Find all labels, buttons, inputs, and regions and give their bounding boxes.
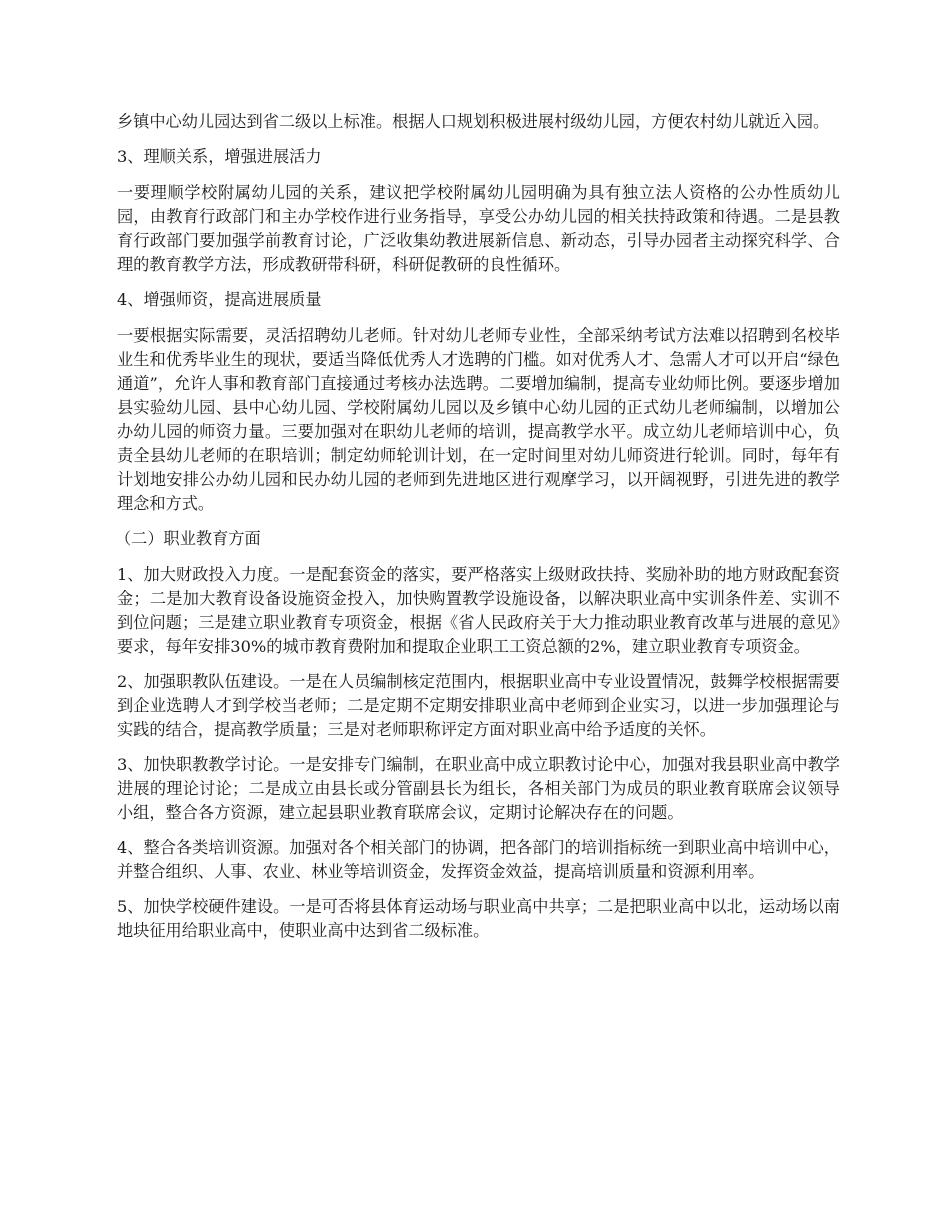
body-paragraph: 2、加强职教队伍建设。一是在人员编制核定范围内，根据职业高中专业设置情况，鼓舞学校根据需要到企业选聘人才到学校当老师；二是定期不定期安排职业高中老师到企业实习，以进一步加强理论与实践的结合，提高教学质量；三是对老师职称评定方面对职业高中给予适度的关怀。 [117, 672, 840, 739]
body-paragraph: 一要理顺学校附属幼儿园的关系，建议把学校附属幼儿园明确为具有独立法人资格的公办性质幼儿园，由教育行政部门和主办学校作进行业务指导，享受公办幼儿园的相关扶持政策和待遇。二是县教育行政部门要加强学前教育讨论，广泛收集幼教进展新信息、新动态，引导办园者主动探究科学、合理的教育教学方法，形成教研带科研，科研促教研的良性循环。 [117, 183, 840, 274]
subheading: 4、增强师资，提高进展质量 [117, 290, 322, 309]
body-paragraph: 1、加大财政投入力度。一是配套资金的落实，要严格落实上级财政扶持、奖励补助的地方财政配套资金；二是加大教育设备设施资金投入，加快购置教学设施设备，以解决职业高中实训条件差、实训不到位问题；三是建立职业教育专项资金，根据《省人民政府关于大力推动职业教育改革与进展的意见》要求，每年安排30%的城市教育费附加和提取企业职工工资总额的2%，建立职业教育专项资金。 [117, 565, 840, 656]
body-paragraph: 乡镇中心幼儿园达到省二级以上标准。根据人口规划积极进展村级幼儿园，方便农村幼儿就近入园。 [117, 112, 830, 131]
body-paragraph: 一要根据实际需要，灵活招聘幼儿老师。针对幼儿老师专业性，全部采纳考试方法难以招聘到名校毕业生和优秀毕业生的现状，要适当降低优秀人才选聘的门槛。如对优秀人才、急需人才可以开启“绿色通道”，允许人事和教育部门直接通过考核办法选聘。二要增加编制，提高专业幼师比例。要逐步增加县实验幼儿园、县中心幼儿园、学校附属幼儿园以及乡镇中心幼儿园的正式幼儿老师编制，以增加公办幼儿园的师资力量。三要加强对在职幼儿老师的培训，提高教学水平。成立幼儿老师培训中心，负责全县幼儿老师的在职培训；制定幼师轮训计划，在一定时间里对幼儿师资进行轮训。同时，每年有计划地安排公办幼儿园和民办幼儿园的老师到先进地区进行观摩学习，以开阔视野，引进先进的教学理念和方式。 [117, 326, 840, 513]
subheading: 3、理顺关系，增强进展活力 [117, 147, 322, 166]
body-paragraph: 5、加快学校硬件建设。一是可否将县体育运动场与职业高中共享；二是把职业高中以北，运动场以南地块征用给职业高中，使职业高中达到省二级标准。 [117, 897, 840, 940]
body-paragraph: 4、整合各类培训资源。加强对各个相关部门的协调，把各部门的培训指标统一到职业高中培训中心，并整合组织、人事、农业、林业等培训资金，发挥资金效益，提高培训质量和资源利用率。 [117, 838, 840, 881]
body-paragraph: 3、加快职教教学讨论。一是安排专门编制，在职业高中成立职教讨论中心，加强对我县职业高中教学进展的理论讨论；二是成立由县长或分管副县长为组长，各相关部门为成员的职业教育联席会议领导小组，整合各方资源，建立起县职业教育联席会议，定期讨论解决存在的问题。 [117, 755, 840, 822]
section-heading: （二）职业教育方面 [115, 529, 261, 548]
